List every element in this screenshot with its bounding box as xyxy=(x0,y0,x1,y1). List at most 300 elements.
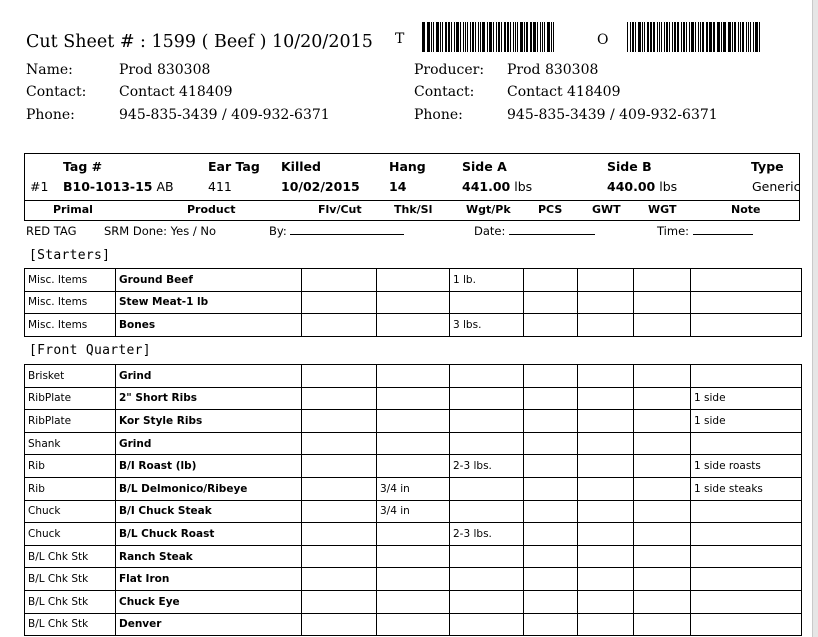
col-wgt: WGT xyxy=(648,203,677,216)
cell-note xyxy=(691,545,802,568)
barcode-bar xyxy=(691,22,694,52)
table-row xyxy=(25,314,802,337)
barcode-bar xyxy=(533,22,536,52)
srm-done: SRM Done: Yes / No xyxy=(104,224,217,238)
table-row xyxy=(25,269,802,292)
cell-thk-sl xyxy=(377,613,450,636)
cell-note xyxy=(691,590,802,613)
barcode-bar xyxy=(661,22,662,52)
barcode-bar xyxy=(677,22,679,52)
cell-gwt xyxy=(578,387,634,410)
phone-value: 945-835-3439 / 409-932-6371 xyxy=(119,107,330,123)
cell-primal: B/L Chk Stk xyxy=(25,590,116,613)
time-label: Time: xyxy=(657,224,690,238)
cell-flv-cut xyxy=(302,387,377,410)
cell-wgt xyxy=(634,455,691,478)
cell-pcs xyxy=(524,500,578,523)
cell-flv-cut xyxy=(302,613,377,636)
col-flv-cut: Flv/Cut xyxy=(318,203,362,216)
barcode-bar xyxy=(742,22,744,52)
barcode-bar xyxy=(746,22,747,52)
barcode-bar xyxy=(647,22,649,52)
barcode-bar xyxy=(442,22,443,52)
barcode-bar xyxy=(709,22,712,52)
cell-gwt xyxy=(578,477,634,500)
barcode-bar xyxy=(723,22,726,52)
barcode-left xyxy=(422,22,556,52)
cell-flv-cut xyxy=(302,410,377,433)
barcode-bar xyxy=(551,22,552,52)
cell-pcs xyxy=(524,365,578,388)
cell-thk-sl xyxy=(377,410,450,433)
cell-wgt-pk xyxy=(450,568,524,591)
cell-primal: B/L Chk Stk xyxy=(25,568,116,591)
barcode-bar xyxy=(681,22,682,52)
side-b-unit: lbs xyxy=(659,179,678,194)
cell-primal: Chuck xyxy=(25,523,116,546)
cell-wgt-pk xyxy=(450,410,524,433)
cell-thk-sl xyxy=(377,568,450,591)
barcode-bar xyxy=(454,22,455,52)
cell-gwt xyxy=(578,269,634,292)
cell-primal: Shank xyxy=(25,432,116,455)
barcode-bar xyxy=(734,22,736,52)
cell-note: 1 side xyxy=(691,387,802,410)
cell-primal: Chuck xyxy=(25,500,116,523)
cell-note xyxy=(691,365,802,388)
red-tag-label: RED TAG xyxy=(26,224,77,238)
cell-wgt xyxy=(634,590,691,613)
barcode-bar xyxy=(700,22,701,52)
cell-flv-cut xyxy=(302,590,377,613)
table-row xyxy=(25,365,802,388)
ear-tag-label: Ear Tag xyxy=(208,159,260,174)
barcode-bar xyxy=(478,22,479,52)
barcode-bar xyxy=(544,22,545,52)
table-row xyxy=(25,590,802,613)
barcode-bar xyxy=(470,22,471,52)
side-a-label: Side A xyxy=(462,159,507,174)
barcode-bar xyxy=(451,22,452,52)
cell-wgt xyxy=(634,314,691,337)
col-wgt-pk: Wgt/Pk xyxy=(466,203,511,216)
col-thk-sl: Thk/Sl xyxy=(394,203,433,216)
cell-thk-sl xyxy=(377,545,450,568)
cell-pcs xyxy=(524,523,578,546)
cell-primal: Rib xyxy=(25,455,116,478)
cell-flv-cut xyxy=(302,455,377,478)
cell-note xyxy=(691,613,802,636)
cell-wgt xyxy=(634,477,691,500)
cell-thk-sl xyxy=(377,432,450,455)
side-a-unit: lbs xyxy=(514,179,533,194)
barcode-bar xyxy=(748,22,749,52)
cell-note: 1 side xyxy=(691,410,802,433)
cell-flv-cut xyxy=(302,477,377,500)
cell-wgt xyxy=(634,269,691,292)
barcode-bar xyxy=(740,22,741,52)
barcode-bar xyxy=(456,22,459,52)
cell-thk-sl xyxy=(377,455,450,478)
cell-product: Ground Beef xyxy=(116,269,302,292)
date-field[interactable] xyxy=(474,224,595,238)
by-label: By: xyxy=(269,224,287,238)
cell-gwt xyxy=(578,523,634,546)
cell-thk-sl xyxy=(377,590,450,613)
barcode-bar xyxy=(674,22,676,52)
cell-gwt xyxy=(578,365,634,388)
cell-wgt-pk xyxy=(450,365,524,388)
cell-pcs xyxy=(524,314,578,337)
cell-primal: Misc. Items xyxy=(25,291,116,314)
page-title: Cut Sheet # : 1599 ( Beef ) 10/20/2015 xyxy=(26,32,373,52)
side-a-weight: 441.00 xyxy=(462,179,511,194)
barcode-bar xyxy=(472,22,474,52)
cell-wgt-pk xyxy=(450,590,524,613)
barcode-bar xyxy=(513,22,514,52)
front-quarter-table xyxy=(24,364,802,636)
barcode-bar xyxy=(440,22,441,52)
cell-pcs xyxy=(524,410,578,433)
table-row xyxy=(25,613,802,636)
barcode-bar xyxy=(542,22,543,52)
cell-gwt xyxy=(578,613,634,636)
barcode-bar xyxy=(524,22,525,52)
type-value: Generic xyxy=(752,179,801,194)
cell-gwt xyxy=(578,590,634,613)
barcode-bar xyxy=(515,22,516,52)
cell-primal: Brisket xyxy=(25,365,116,388)
barcode-bar xyxy=(738,22,739,52)
barcode-bar xyxy=(632,22,634,52)
cell-note: 1 side steaks xyxy=(691,477,802,500)
cell-gwt xyxy=(578,545,634,568)
cell-pcs xyxy=(524,432,578,455)
cell-wgt-pk xyxy=(450,432,524,455)
cell-wgt-pk: 1 lb. xyxy=(450,269,524,292)
barcode-bar xyxy=(496,22,497,52)
cell-thk-sl xyxy=(377,523,450,546)
cell-flv-cut xyxy=(302,568,377,591)
table-row xyxy=(25,500,802,523)
barcode-bar xyxy=(501,22,502,52)
cell-note xyxy=(691,314,802,337)
cell-product: Flat Iron xyxy=(116,568,302,591)
killed-value: 10/02/2015 xyxy=(281,179,360,194)
cell-product: Bones xyxy=(116,314,302,337)
barcode-bar xyxy=(436,22,439,52)
cell-wgt-pk xyxy=(450,545,524,568)
cell-note xyxy=(691,291,802,314)
cell-gwt xyxy=(578,455,634,478)
barcode-bar xyxy=(493,22,494,52)
section-title-front-quarter: [Front Quarter] xyxy=(29,343,151,358)
col-note: Note xyxy=(731,203,761,216)
col-product: Product xyxy=(187,203,236,216)
cell-product: Chuck Eye xyxy=(116,590,302,613)
barcode-mark-o: O xyxy=(597,32,609,48)
cell-thk-sl xyxy=(377,269,450,292)
cell-wgt xyxy=(634,432,691,455)
producer-phone-label: Phone: xyxy=(414,107,463,123)
barcode-bar xyxy=(433,22,434,52)
side-b-label: Side B xyxy=(607,159,652,174)
cell-wgt xyxy=(634,613,691,636)
barcode-bar xyxy=(627,22,628,52)
table-row xyxy=(25,410,802,433)
cell-flv-cut xyxy=(302,545,377,568)
barcode-right xyxy=(627,22,762,52)
barcode-bar xyxy=(664,22,665,52)
barcode-bar xyxy=(475,22,476,52)
barcode-bar xyxy=(510,22,511,52)
contact-label: Contact: xyxy=(26,84,87,100)
barcode-bar xyxy=(642,22,643,52)
cell-pcs xyxy=(524,545,578,568)
cell-gwt xyxy=(578,291,634,314)
tag-suffix: AB xyxy=(156,179,174,194)
barcode-bar xyxy=(717,22,720,52)
barcode-bar xyxy=(482,22,485,52)
barcode-bar xyxy=(460,22,461,52)
animal-index: #1 xyxy=(30,179,49,194)
cell-primal: RibPlate xyxy=(25,387,116,410)
cell-wgt xyxy=(634,523,691,546)
cell-wgt xyxy=(634,545,691,568)
cell-product: Grind xyxy=(116,432,302,455)
page-edge xyxy=(812,0,818,637)
barcode-bar xyxy=(706,22,708,52)
cell-wgt-pk xyxy=(450,500,524,523)
table-row xyxy=(25,545,802,568)
cell-wgt xyxy=(634,568,691,591)
hang-label: Hang xyxy=(389,159,426,174)
cell-pcs xyxy=(524,590,578,613)
side-b-weight: 440.00 xyxy=(607,179,656,194)
barcode-bar xyxy=(695,22,696,52)
cell-thk-sl xyxy=(377,365,450,388)
cell-flv-cut xyxy=(302,291,377,314)
cell-note: 1 side roasts xyxy=(691,455,802,478)
date-line xyxy=(509,225,595,235)
barcode-bar xyxy=(422,22,425,52)
cell-primal: Rib xyxy=(25,477,116,500)
barcode-bar xyxy=(465,22,466,52)
cell-pcs xyxy=(524,387,578,410)
cell-wgt xyxy=(634,291,691,314)
cell-primal: RibPlate xyxy=(25,410,116,433)
barcode-bar xyxy=(526,22,528,52)
killed-label: Killed xyxy=(281,159,321,174)
by-line xyxy=(290,225,404,235)
cell-primal: B/L Chk Stk xyxy=(25,613,116,636)
cell-wgt-pk xyxy=(450,387,524,410)
cell-product: Grind xyxy=(116,365,302,388)
producer-contact-value: Contact 418409 xyxy=(507,84,621,100)
cell-flv-cut xyxy=(302,523,377,546)
barcode-bar xyxy=(427,22,430,52)
cell-thk-sl: 3/4 in xyxy=(377,500,450,523)
name-label: Name: xyxy=(26,62,73,78)
table-row xyxy=(25,477,802,500)
cell-wgt-pk xyxy=(450,291,524,314)
cell-gwt xyxy=(578,314,634,337)
barcode-bar xyxy=(480,22,481,52)
contact-value: Contact 418409 xyxy=(119,84,233,100)
barcode-bar xyxy=(657,22,658,52)
date-label: Date: xyxy=(474,224,506,238)
barcode-bar xyxy=(672,22,673,52)
table-row xyxy=(25,291,802,314)
cell-note xyxy=(691,568,802,591)
cell-primal: B/L Chk Stk xyxy=(25,545,116,568)
cell-pcs xyxy=(524,455,578,478)
cell-pcs xyxy=(524,269,578,292)
col-gwt: GWT xyxy=(592,203,621,216)
cell-product: B/L Chuck Roast xyxy=(116,523,302,546)
cell-wgt-pk xyxy=(450,613,524,636)
cell-wgt-pk: 3 lbs. xyxy=(450,314,524,337)
hang-value: 14 xyxy=(389,179,407,194)
barcode-bar xyxy=(487,22,488,52)
tag-label: Tag # xyxy=(63,159,103,174)
animal-header xyxy=(24,153,800,221)
table-row xyxy=(25,568,802,591)
cell-wgt-pk: 2-3 lbs. xyxy=(450,455,524,478)
barcode-bar xyxy=(755,22,758,52)
cell-pcs xyxy=(524,291,578,314)
cell-gwt xyxy=(578,410,634,433)
cell-flv-cut xyxy=(302,432,377,455)
barcode-bar xyxy=(498,22,500,52)
cell-gwt xyxy=(578,432,634,455)
producer-contact-label: Contact: xyxy=(414,84,475,100)
barcode-bar xyxy=(547,22,550,52)
barcode-bar xyxy=(702,22,704,52)
cell-thk-sl xyxy=(377,314,450,337)
barcode-bar xyxy=(713,22,715,52)
barcode-bar xyxy=(445,22,447,52)
cell-product: 2" Short Ribs xyxy=(116,387,302,410)
barcode-bar xyxy=(504,22,506,52)
tag-value xyxy=(63,179,174,194)
cell-thk-sl xyxy=(377,387,450,410)
barcode-bar xyxy=(721,22,722,52)
col-primal: Primal xyxy=(53,203,93,216)
cell-gwt xyxy=(578,500,634,523)
table-row xyxy=(25,432,802,455)
barcode-bar xyxy=(698,22,699,52)
barcode-bar xyxy=(689,22,690,52)
barcode-bar xyxy=(431,22,432,52)
barcode-bar xyxy=(467,22,468,52)
cell-product: B/L Delmonico/Ribeye xyxy=(116,477,302,500)
barcode-mark-t: T xyxy=(395,31,405,47)
cell-primal: Misc. Items xyxy=(25,314,116,337)
barcode-bar xyxy=(650,22,652,52)
barcode-bar xyxy=(728,22,731,52)
cell-thk-sl: 3/4 in xyxy=(377,477,450,500)
time-line xyxy=(693,225,753,235)
cell-product: B/I Roast (lb) xyxy=(116,455,302,478)
producer-label: Producer: xyxy=(414,62,485,78)
section-title-starters: [Starters] xyxy=(29,248,111,263)
barcode-bar xyxy=(753,22,754,52)
cell-gwt xyxy=(578,568,634,591)
producer-value: Prod 830308 xyxy=(507,62,599,78)
cell-wgt xyxy=(634,365,691,388)
barcode-bar xyxy=(553,22,554,52)
side-b-value xyxy=(607,179,677,194)
barcode-bar xyxy=(448,22,450,52)
barcode-bar xyxy=(653,22,655,52)
tag-number: B10-1013-15 xyxy=(63,179,153,194)
cell-primal: Misc. Items xyxy=(25,269,116,292)
cell-wgt xyxy=(634,410,691,433)
type-label: Type xyxy=(751,159,784,174)
barcode-bar xyxy=(540,22,541,52)
header-divider xyxy=(25,200,799,201)
barcode-bar xyxy=(520,22,523,52)
producer-phone-value: 945-835-3439 / 409-932-6371 xyxy=(507,107,718,123)
cell-note xyxy=(691,269,802,292)
time-field[interactable] xyxy=(657,224,753,238)
cell-product: Ranch Steak xyxy=(116,545,302,568)
col-pcs: PCS xyxy=(538,203,563,216)
barcode-bar xyxy=(750,22,751,52)
table-row xyxy=(25,523,802,546)
barcode-bar xyxy=(635,22,636,52)
cell-thk-sl xyxy=(377,291,450,314)
barcode-bar xyxy=(683,22,685,52)
cell-wgt-pk: 2-3 lbs. xyxy=(450,523,524,546)
cell-pcs xyxy=(524,477,578,500)
barcode-bar xyxy=(669,22,670,52)
barcode-bar xyxy=(666,22,668,52)
cell-wgt xyxy=(634,500,691,523)
barcode-bar xyxy=(489,22,492,52)
name-value: Prod 830308 xyxy=(119,62,211,78)
cell-pcs xyxy=(524,613,578,636)
cell-flv-cut xyxy=(302,269,377,292)
barcode-bar xyxy=(644,22,645,52)
barcode-bar xyxy=(463,22,464,52)
barcode-bar xyxy=(659,22,660,52)
cell-wgt-pk xyxy=(450,477,524,500)
barcode-bar xyxy=(530,22,532,52)
cell-product: Kor Style Ribs xyxy=(116,410,302,433)
cell-note xyxy=(691,432,802,455)
cell-flv-cut xyxy=(302,365,377,388)
cell-note xyxy=(691,500,802,523)
barcode-bar xyxy=(732,22,733,52)
barcode-bar xyxy=(630,22,631,52)
barcode-bar xyxy=(517,22,518,52)
cell-flv-cut xyxy=(302,500,377,523)
cell-pcs xyxy=(524,568,578,591)
barcode-bar xyxy=(537,22,538,52)
cell-flv-cut xyxy=(302,314,377,337)
by-field[interactable] xyxy=(269,224,404,238)
table-row xyxy=(25,387,802,410)
cell-product: Denver xyxy=(116,613,302,636)
side-a-value xyxy=(462,179,532,194)
cell-product: B/I Chuck Steak xyxy=(116,500,302,523)
starters-table xyxy=(24,268,802,337)
cell-note xyxy=(691,523,802,546)
barcode-bar xyxy=(638,22,641,52)
cell-product: Stew Meat-1 lb xyxy=(116,291,302,314)
